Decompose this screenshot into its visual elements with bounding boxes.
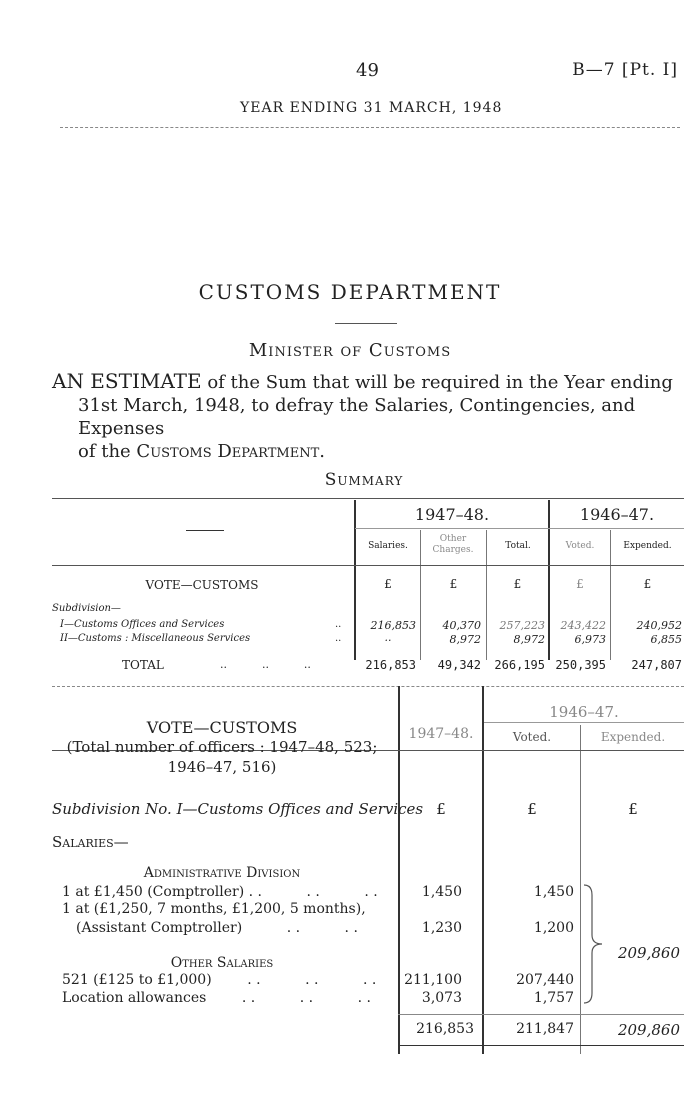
detail-officers-line1: (Total number of officers : 1947–48, 523;: [66, 738, 378, 756]
detail-cell: 1,450: [421, 884, 462, 900]
department-title: CUSTOMS DEPARTMENT: [198, 280, 502, 304]
summary-stub-dash: [186, 530, 224, 531]
detail-expended-group: 209,860: [617, 944, 680, 962]
summary-cell: 6,855: [650, 633, 682, 646]
summary-cell: 40,370: [442, 619, 481, 632]
detail-line-asst1: 1 at (£1,250, 7 months, £1,200, 5 months),: [62, 901, 366, 917]
summary-row-label: I—Customs Offices and Services: [60, 619, 225, 630]
detail-admin-division: Administrative Division: [143, 865, 301, 881]
detail-total-cell: 211,847: [516, 1021, 574, 1037]
summary-currency-2: £: [449, 577, 458, 591]
title-rule: [335, 323, 397, 324]
summary-year1: 1947–48.: [414, 505, 490, 524]
estimate-line2: 31st March, 1948, to defray the Salaries, Contingencies, and Expenses: [78, 395, 636, 439]
summary-cell: 8,972: [449, 633, 481, 646]
detail-cell: 1,757: [533, 990, 574, 1006]
summary-total-cell: 250,395: [555, 658, 606, 672]
summary-year2: 1946–47.: [579, 505, 655, 524]
summary-row-dots: ..: [335, 633, 342, 644]
summary-title: Summary: [324, 470, 404, 490]
summary-total-dots: .. .. ..: [220, 658, 311, 671]
detail-line-521: 521 (£125 to £1,000) . . . . . .: [62, 972, 377, 988]
detail-cell: 1,230: [421, 920, 462, 936]
page-reference: B—7 [Pt. I]: [572, 60, 678, 80]
detail-total-cell: 209,860: [617, 1021, 680, 1039]
detail-year-rule: [484, 722, 684, 723]
col-other-charges: Other Charges.: [432, 534, 474, 555]
detail-vote-label: VOTE—CUSTOMS: [146, 718, 298, 737]
summary-total-cell: 266,195: [494, 658, 545, 672]
detail-salaries-label: Salaries—: [52, 833, 129, 851]
col-salaries: Salaries.: [368, 541, 408, 551]
summary-currency-4: £: [576, 577, 584, 591]
summary-bottom-rule: [52, 686, 684, 687]
summary-vote-label: VOTE—CUSTOMS: [145, 578, 259, 592]
detail-cell: 207,440: [516, 972, 574, 988]
summary-year-rule: [355, 528, 684, 529]
detail-col-voted: Voted.: [512, 730, 552, 744]
page-number: 49: [356, 60, 379, 81]
detail-cell: 3,073: [421, 990, 462, 1006]
detail-subdivision: Subdivision No. I—Customs Offices and Services: [52, 800, 424, 818]
estimate-paragraph: [52, 370, 692, 463]
estimate-line1: of the Sum that will be required in the Year ending: [201, 372, 673, 393]
detail-year1: 1947–48.: [408, 726, 474, 742]
summary-total-cell: 49,342: [437, 658, 481, 672]
summary-head-rule: [52, 565, 684, 566]
detail-line-asst2: (Assistant Comptroller) . . . .: [76, 920, 358, 936]
detail-bottom-rule: [398, 1045, 684, 1046]
detail-cell: 211,100: [404, 972, 462, 988]
estimate-dept: Customs Department: [136, 441, 320, 462]
summary-currency-5: £: [643, 577, 652, 591]
minister-title: Minister of Customs: [248, 340, 452, 361]
detail-currency-3: £: [628, 800, 638, 818]
detail-other-salaries: Other Salaries: [170, 955, 274, 971]
summary-top-rule: [52, 498, 684, 499]
summary-cell: 8,972: [513, 633, 545, 646]
summary-row-dots: ..: [335, 619, 342, 630]
summary-cell: 243,422: [560, 619, 606, 632]
detail-officers-line2: 1946–47, 516): [167, 758, 277, 776]
estimate-line3-pre: of the: [78, 441, 137, 462]
col-expended: Expended.: [623, 541, 672, 551]
detail-cell: 1,200: [533, 920, 574, 936]
summary-cell: 6,973: [574, 633, 606, 646]
summary-total-label: TOTAL: [122, 658, 164, 672]
detail-divider-voted: [580, 725, 581, 1054]
detail-total-cell: 216,853: [416, 1021, 474, 1037]
detail-total-rule: [398, 1014, 684, 1015]
estimate-line3-post: .: [319, 441, 325, 462]
summary-total-cell: 216,853: [365, 658, 416, 672]
header-rule: [60, 127, 680, 128]
summary-subdivision-label: Subdivision—: [52, 603, 121, 614]
detail-currency-2: £: [527, 800, 537, 818]
detail-line-location: Location allowances . . . . . .: [62, 990, 371, 1006]
summary-cell: 257,223: [499, 619, 545, 632]
summary-cell: ..: [384, 631, 392, 644]
detail-line-comptroller: 1 at £1,450 (Comptroller) . . . . . .: [62, 884, 378, 900]
estimate-lead: AN ESTIMATE: [52, 369, 202, 393]
col-voted: Voted.: [565, 541, 595, 551]
summary-row-label: II—Customs : Miscellaneous Services: [60, 633, 251, 644]
col-total: Total.: [505, 541, 531, 551]
detail-col-expended: Expended.: [600, 730, 666, 744]
summary-total-cell: 247,807: [631, 658, 682, 672]
detail-currency-1: £: [436, 800, 446, 818]
header-subtitle: YEAR ENDING 31 MARCH, 1948: [240, 100, 503, 116]
summary-cell: 216,853: [370, 619, 416, 632]
detail-year2: 1946–47.: [549, 703, 619, 721]
summary-cell: 240,952: [636, 619, 682, 632]
summary-currency-1: £: [384, 577, 392, 591]
detail-cell: 1,450: [533, 884, 574, 900]
summary-currency-3: £: [513, 577, 522, 591]
